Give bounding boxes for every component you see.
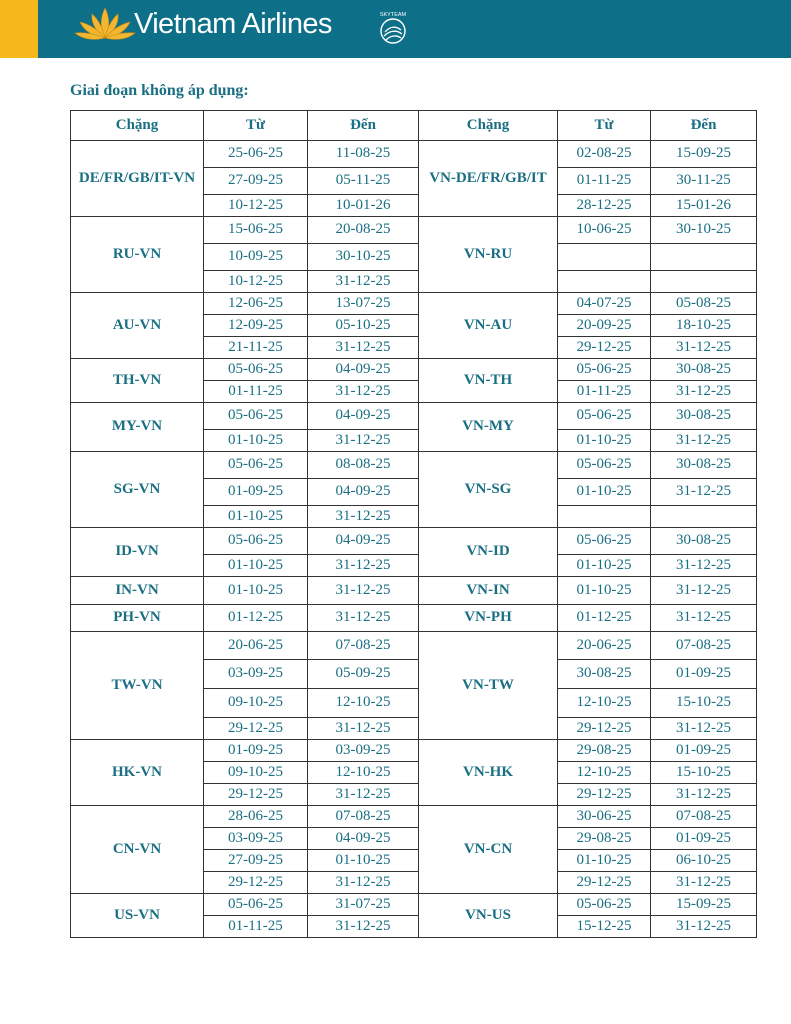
route-cell-outbound: HK-VN xyxy=(71,740,204,806)
date-from-inbound: 28-12-25 xyxy=(558,195,651,217)
date-from-inbound: 05-06-25 xyxy=(558,359,651,381)
table-row xyxy=(71,359,757,381)
date-to-outbound: 13-07-25 xyxy=(308,293,419,315)
date-from-outbound: 01-10-25 xyxy=(204,506,308,528)
date-from-outbound: 03-09-25 xyxy=(204,660,308,689)
date-from-outbound: 05-06-25 xyxy=(204,452,308,479)
date-to-inbound: 31-12-25 xyxy=(651,479,757,506)
route-cell-inbound: VN-TH xyxy=(419,359,558,403)
date-from-outbound: 12-09-25 xyxy=(204,315,308,337)
date-from-inbound: 04-07-25 xyxy=(558,293,651,315)
route-cell-inbound: VN-US xyxy=(419,894,558,938)
date-to-outbound: 04-09-25 xyxy=(308,828,419,850)
date-to-inbound: 18-10-25 xyxy=(651,315,757,337)
date-to-inbound xyxy=(651,506,757,528)
table-header-row xyxy=(71,111,757,141)
route-cell-inbound: VN-DE/FR/GB/IT xyxy=(419,141,558,217)
date-from-inbound: 05-06-25 xyxy=(558,452,651,479)
date-from-inbound: 05-06-25 xyxy=(558,894,651,916)
date-from-outbound: 27-09-25 xyxy=(204,168,308,195)
brand-name: Vietnam Airlines xyxy=(134,8,332,40)
date-to-outbound: 04-09-25 xyxy=(308,479,419,506)
date-from-outbound: 28-06-25 xyxy=(204,806,308,828)
table-row xyxy=(71,605,757,632)
route-cell-outbound: CN-VN xyxy=(71,806,204,894)
date-from-inbound xyxy=(558,244,651,271)
date-to-inbound: 15-09-25 xyxy=(651,894,757,916)
date-from-outbound: 10-12-25 xyxy=(204,271,308,293)
date-to-inbound: 07-08-25 xyxy=(651,632,757,660)
route-cell-inbound: VN-SG xyxy=(419,452,558,528)
date-from-outbound: 05-06-25 xyxy=(204,359,308,381)
date-to-inbound: 31-12-25 xyxy=(651,555,757,577)
table-row xyxy=(71,403,757,430)
date-to-inbound: 31-12-25 xyxy=(651,381,757,403)
date-from-inbound: 20-09-25 xyxy=(558,315,651,337)
date-to-outbound: 12-10-25 xyxy=(308,762,419,784)
date-to-inbound: 30-10-25 xyxy=(651,217,757,244)
date-to-inbound: 31-12-25 xyxy=(651,872,757,894)
route-cell-outbound: US-VN xyxy=(71,894,204,938)
date-from-inbound: 01-11-25 xyxy=(558,381,651,403)
table-row xyxy=(71,894,757,916)
date-to-inbound xyxy=(651,244,757,271)
skyteam-logo-icon xyxy=(372,8,414,50)
route-cell-outbound: AU-VN xyxy=(71,293,204,359)
date-to-inbound: 01-09-25 xyxy=(651,828,757,850)
route-cell-inbound: VN-TW xyxy=(419,632,558,740)
date-to-outbound: 04-09-25 xyxy=(308,359,419,381)
date-to-outbound: 31-12-25 xyxy=(308,718,419,740)
date-from-outbound: 25-06-25 xyxy=(204,141,308,168)
date-to-outbound: 01-10-25 xyxy=(308,850,419,872)
date-to-outbound: 31-12-25 xyxy=(308,337,419,359)
date-from-outbound: 05-06-25 xyxy=(204,403,308,430)
date-from-inbound xyxy=(558,506,651,528)
date-from-outbound: 01-09-25 xyxy=(204,479,308,506)
header-bar xyxy=(0,0,791,58)
date-to-inbound: 15-10-25 xyxy=(651,689,757,718)
date-from-outbound: 05-06-25 xyxy=(204,894,308,916)
date-to-outbound: 05-09-25 xyxy=(308,660,419,689)
date-from-outbound: 20-06-25 xyxy=(204,632,308,660)
table-row xyxy=(71,632,757,660)
date-from-outbound: 29-12-25 xyxy=(204,784,308,806)
date-to-outbound: 07-08-25 xyxy=(308,806,419,828)
date-from-inbound: 30-08-25 xyxy=(558,660,651,689)
date-from-inbound: 29-12-25 xyxy=(558,872,651,894)
date-from-inbound: 01-10-25 xyxy=(558,850,651,872)
table-row xyxy=(71,528,757,555)
route-cell-outbound: DE/FR/GB/IT-VN xyxy=(71,141,204,217)
date-from-inbound: 01-10-25 xyxy=(558,555,651,577)
header-to-inbound: Đến xyxy=(651,111,757,141)
route-cell-inbound: VN-AU xyxy=(419,293,558,359)
header-from-outbound: Từ xyxy=(204,111,308,141)
date-from-inbound: 29-12-25 xyxy=(558,784,651,806)
date-from-inbound: 01-10-25 xyxy=(558,430,651,452)
header-accent xyxy=(0,0,38,58)
header-route-inbound: Chặng xyxy=(419,111,558,141)
date-to-outbound: 31-07-25 xyxy=(308,894,419,916)
date-from-inbound: 29-08-25 xyxy=(558,828,651,850)
date-to-inbound: 15-01-26 xyxy=(651,195,757,217)
date-to-inbound: 01-09-25 xyxy=(651,740,757,762)
date-to-inbound: 30-08-25 xyxy=(651,403,757,430)
date-from-outbound: 03-09-25 xyxy=(204,828,308,850)
table-row xyxy=(71,293,757,315)
date-from-inbound: 20-06-25 xyxy=(558,632,651,660)
date-from-outbound: 21-11-25 xyxy=(204,337,308,359)
date-to-inbound: 30-08-25 xyxy=(651,359,757,381)
date-to-outbound: 10-01-26 xyxy=(308,195,419,217)
route-cell-outbound: SG-VN xyxy=(71,452,204,528)
date-to-inbound: 06-10-25 xyxy=(651,850,757,872)
table-row xyxy=(71,577,757,605)
date-from-outbound: 01-11-25 xyxy=(204,381,308,403)
date-to-inbound: 07-08-25 xyxy=(651,806,757,828)
table-row xyxy=(71,217,757,244)
date-from-inbound: 05-06-25 xyxy=(558,403,651,430)
date-to-inbound: 31-12-25 xyxy=(651,718,757,740)
date-from-inbound xyxy=(558,271,651,293)
date-to-inbound: 31-12-25 xyxy=(651,916,757,938)
date-from-outbound: 15-06-25 xyxy=(204,217,308,244)
date-to-inbound: 31-12-25 xyxy=(651,337,757,359)
date-to-outbound: 30-10-25 xyxy=(308,244,419,271)
table-body xyxy=(71,141,757,938)
date-from-outbound: 05-06-25 xyxy=(204,528,308,555)
date-from-inbound: 29-12-25 xyxy=(558,337,651,359)
date-to-inbound: 01-09-25 xyxy=(651,660,757,689)
date-to-inbound: 31-12-25 xyxy=(651,577,757,605)
date-from-inbound: 15-12-25 xyxy=(558,916,651,938)
table-row xyxy=(71,806,757,828)
date-to-outbound: 04-09-25 xyxy=(308,528,419,555)
date-to-inbound: 31-12-25 xyxy=(651,605,757,632)
date-to-outbound: 07-08-25 xyxy=(308,632,419,660)
date-to-outbound: 08-08-25 xyxy=(308,452,419,479)
header-route-outbound: Chặng xyxy=(71,111,204,141)
date-from-inbound: 01-12-25 xyxy=(558,605,651,632)
route-cell-inbound: VN-IN xyxy=(419,577,558,605)
route-cell-outbound: TW-VN xyxy=(71,632,204,740)
date-from-outbound: 01-11-25 xyxy=(204,916,308,938)
route-cell-outbound: IN-VN xyxy=(71,577,204,605)
date-to-inbound: 31-12-25 xyxy=(651,430,757,452)
date-to-outbound: 31-12-25 xyxy=(308,916,419,938)
date-from-outbound: 12-06-25 xyxy=(204,293,308,315)
route-cell-inbound: VN-ID xyxy=(419,528,558,577)
blackout-periods-table xyxy=(70,110,757,938)
date-from-inbound: 10-06-25 xyxy=(558,217,651,244)
date-from-inbound: 01-11-25 xyxy=(558,168,651,195)
date-to-inbound: 30-08-25 xyxy=(651,528,757,555)
route-cell-outbound: PH-VN xyxy=(71,605,204,632)
date-to-outbound: 31-12-25 xyxy=(308,271,419,293)
route-cell-outbound: ID-VN xyxy=(71,528,204,577)
table-row xyxy=(71,740,757,762)
date-to-outbound: 03-09-25 xyxy=(308,740,419,762)
date-from-outbound: 01-10-25 xyxy=(204,555,308,577)
date-from-inbound: 01-10-25 xyxy=(558,577,651,605)
date-to-outbound: 11-08-25 xyxy=(308,141,419,168)
route-cell-outbound: MY-VN xyxy=(71,403,204,452)
date-to-outbound: 31-12-25 xyxy=(308,430,419,452)
date-from-inbound: 29-12-25 xyxy=(558,718,651,740)
route-cell-outbound: RU-VN xyxy=(71,217,204,293)
date-to-inbound: 15-10-25 xyxy=(651,762,757,784)
date-to-outbound: 04-09-25 xyxy=(308,403,419,430)
date-from-inbound: 02-08-25 xyxy=(558,141,651,168)
date-from-outbound: 10-12-25 xyxy=(204,195,308,217)
date-to-inbound: 30-11-25 xyxy=(651,168,757,195)
date-from-inbound: 01-10-25 xyxy=(558,479,651,506)
header-to-outbound: Đến xyxy=(308,111,419,141)
date-from-inbound: 30-06-25 xyxy=(558,806,651,828)
date-from-outbound: 01-12-25 xyxy=(204,605,308,632)
route-cell-inbound: VN-RU xyxy=(419,217,558,293)
date-to-outbound: 31-12-25 xyxy=(308,784,419,806)
date-from-outbound: 09-10-25 xyxy=(204,762,308,784)
route-cell-inbound: VN-HK xyxy=(419,740,558,806)
date-to-outbound: 31-12-25 xyxy=(308,555,419,577)
route-cell-inbound: VN-PH xyxy=(419,605,558,632)
date-to-inbound: 30-08-25 xyxy=(651,452,757,479)
section-title: Giai đoạn không áp dụng: xyxy=(70,82,249,99)
date-to-outbound: 05-11-25 xyxy=(308,168,419,195)
date-to-outbound: 31-12-25 xyxy=(308,381,419,403)
date-to-inbound: 15-09-25 xyxy=(651,141,757,168)
date-from-inbound: 29-08-25 xyxy=(558,740,651,762)
date-from-outbound: 01-10-25 xyxy=(204,577,308,605)
date-from-outbound: 10-09-25 xyxy=(204,244,308,271)
date-from-outbound: 01-09-25 xyxy=(204,740,308,762)
date-to-outbound: 12-10-25 xyxy=(308,689,419,718)
date-from-inbound: 12-10-25 xyxy=(558,762,651,784)
date-to-outbound: 31-12-25 xyxy=(308,577,419,605)
route-cell-inbound: VN-MY xyxy=(419,403,558,452)
date-from-outbound: 27-09-25 xyxy=(204,850,308,872)
date-to-inbound: 31-12-25 xyxy=(651,784,757,806)
date-from-outbound: 09-10-25 xyxy=(204,689,308,718)
date-to-outbound: 31-12-25 xyxy=(308,605,419,632)
date-from-outbound: 29-12-25 xyxy=(204,718,308,740)
date-from-outbound: 01-10-25 xyxy=(204,430,308,452)
date-to-outbound: 20-08-25 xyxy=(308,217,419,244)
route-cell-inbound: VN-CN xyxy=(419,806,558,894)
table-row xyxy=(71,452,757,479)
route-cell-outbound: TH-VN xyxy=(71,359,204,403)
date-from-inbound: 12-10-25 xyxy=(558,689,651,718)
date-from-inbound: 05-06-25 xyxy=(558,528,651,555)
date-to-inbound xyxy=(651,271,757,293)
date-to-outbound: 31-12-25 xyxy=(308,506,419,528)
date-to-outbound: 31-12-25 xyxy=(308,872,419,894)
header-from-inbound: Từ xyxy=(558,111,651,141)
date-from-outbound: 29-12-25 xyxy=(204,872,308,894)
table-row xyxy=(71,141,757,168)
date-to-outbound: 05-10-25 xyxy=(308,315,419,337)
lotus-logo-icon xyxy=(74,4,136,44)
skyteam-label: SKYTEAM xyxy=(379,12,407,18)
date-to-inbound: 05-08-25 xyxy=(651,293,757,315)
